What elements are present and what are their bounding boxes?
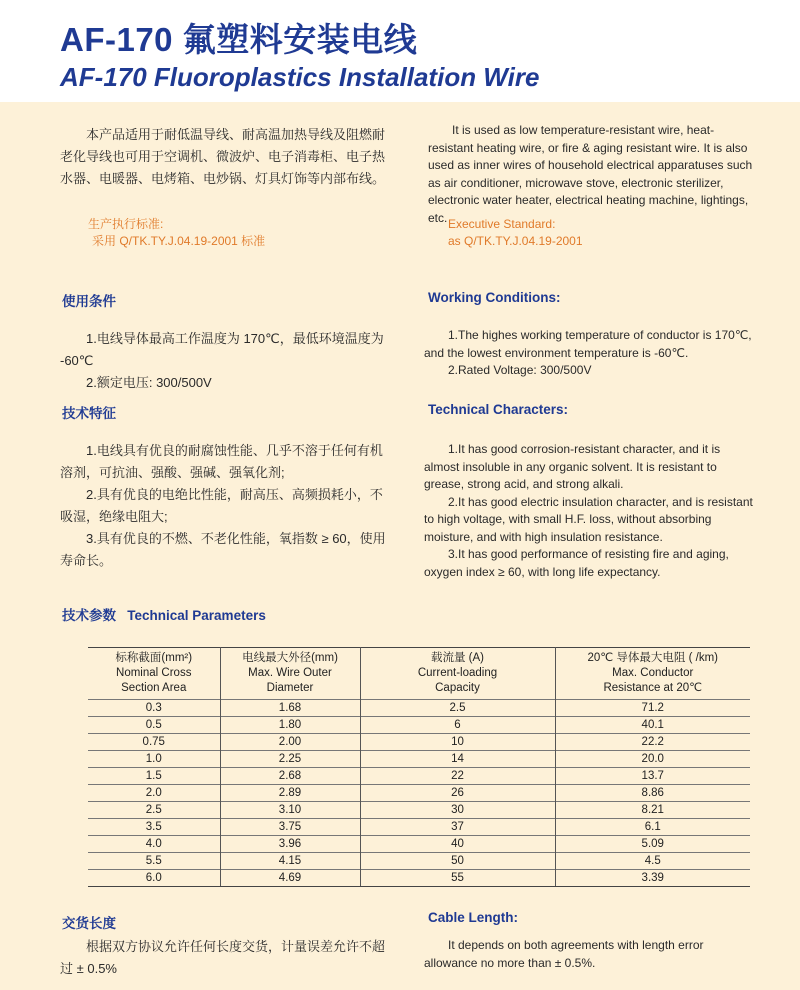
table-cell: 1.5 (88, 768, 220, 785)
table-cell: 22 (360, 768, 555, 785)
table-cell: 1.80 (220, 717, 360, 734)
table-cell: 10 (360, 734, 555, 751)
table-row (88, 853, 750, 870)
tech-cn-1: 1.电线具有优良的耐腐蚀性能、几乎不溶于任何有机溶剂，可抗油、强酸、强碱、强氧化剂; (60, 443, 383, 480)
column-header (555, 648, 750, 700)
table-cell: 22.2 (555, 734, 750, 751)
table-cell: 6 (360, 717, 555, 734)
table-row (88, 768, 750, 785)
table-cell: 50 (360, 853, 555, 870)
table-cell: 2.00 (220, 734, 360, 751)
column-header-line: Diameter (266, 682, 314, 694)
column-header-line: Resistance at 20℃ (603, 682, 703, 694)
column-header-line: 标称截面(mm²) (115, 652, 193, 664)
title-en: AF-170 Fluoroplastics Installation Wire (60, 62, 540, 92)
table-cell: 3.75 (220, 819, 360, 836)
table-cell: 4.0 (88, 836, 220, 853)
table-cell: 55 (360, 870, 555, 887)
column-header-line: 电线最大外径(mm) (242, 652, 338, 664)
table-cell: 1.0 (88, 751, 220, 768)
table-cell: 2.0 (88, 785, 220, 802)
table-cell: 3.39 (555, 870, 750, 887)
standard-cn-label: 生产执行标准: (88, 217, 164, 231)
condition-cn-1: 1.电线导体最高工作温度为 170℃，最低环境温度为 -60℃ (60, 331, 384, 368)
table-cell: 5.5 (88, 853, 220, 870)
column-header (88, 648, 220, 700)
tech-en-3: 3.It has good performance of resisting fire and aging, oxygen index ≥ 60, with long life expectancy. (424, 547, 729, 579)
conditions-heading-en: Working Conditions: (428, 290, 561, 305)
tech-en-2: 2.It has good electric insulation character, and is resistant to high voltage, with small H.F. loss, without absorbing moisture, and with high insulation resistance. (424, 494, 753, 544)
table-cell: 30 (360, 802, 555, 819)
table-cell: 37 (360, 819, 555, 836)
technical-heading-cn: 技术特征 (62, 406, 116, 421)
length-heading-cn: 交货长度 (62, 916, 116, 931)
table-cell: 3.5 (88, 819, 220, 836)
table-cell: 2.5 (88, 802, 220, 819)
condition-cn-2: 2.额定电压: 300/500V (86, 375, 212, 390)
tech-cn-3: 3.具有优良的不燃、不老化性能，氧指数 ≥ 60，使用寿命长。 (60, 531, 386, 568)
conditions-heading-cn: 使用条件 (62, 294, 116, 309)
table-cell: 6.0 (88, 870, 220, 887)
table-row (88, 819, 750, 836)
technical-heading-en: Technical Characters: (428, 402, 569, 417)
table-cell: 2.25 (220, 751, 360, 768)
table-cell: 4.5 (555, 853, 750, 870)
table-cell: 8.21 (555, 802, 750, 819)
condition-en-1: 1.The highes working temperature of conductor is 170℃, and the lowest environment temperature is -60℃. (424, 328, 752, 360)
column-header (360, 648, 555, 700)
table-cell: 0.75 (88, 734, 220, 751)
title-cn: AF-170 氟塑料安装电线 (60, 21, 418, 58)
length-heading-en: Cable Length: (428, 910, 518, 925)
table-cell: 0.3 (88, 700, 220, 717)
intro-cn: 本产品适用于耐低温导线、耐高温加热导线及阻燃耐老化导线也可用于空调机、微波炉、电子消毒柜、电子热水器、电暖器、电烤箱、电炒锅、灯具灯饰等内部布线。 (60, 127, 386, 186)
table-row (88, 836, 750, 853)
table-cell: 2.68 (220, 768, 360, 785)
column-header-line: Current-loading (417, 667, 498, 679)
params-heading-cn: 技术参数 (62, 608, 116, 623)
table-cell: 5.09 (555, 836, 750, 853)
tech-cn-2: 2.具有优良的电绝比性能，耐高压、高频损耗小，不吸湿，绝缘电阻大; (60, 487, 383, 524)
table-row (88, 717, 750, 734)
table-row (88, 734, 750, 751)
table-cell: 1.68 (220, 700, 360, 717)
column-header-line: 载流量 (A) (430, 652, 485, 664)
column-header-line: 20℃ 导体最大电阻 ( /km) (587, 652, 718, 664)
table-row (88, 870, 750, 887)
table-cell: 6.1 (555, 819, 750, 836)
tech-en-1: 1.It has good corrosion-resistant character, and it is almost insoluble in any organic solvent. It is resistant to grease, strong acid, and strong alkali. (424, 442, 721, 491)
table-cell: 3.96 (220, 836, 360, 853)
standard-en-value: as Q/TK.TY.J.04.19-2001 (448, 234, 583, 248)
column-header-line: Nominal Cross (116, 667, 192, 679)
parameters-table (88, 647, 750, 887)
table-cell: 26 (360, 785, 555, 802)
table-cell: 4.69 (220, 870, 360, 887)
table-cell: 13.7 (555, 768, 750, 785)
table-cell: 8.86 (555, 785, 750, 802)
column-header (220, 648, 360, 700)
column-header-line: Max. Wire Outer (248, 667, 332, 679)
column-header-line: Capacity (435, 682, 480, 694)
condition-en-2: 2.Rated Voltage: 300/500V (448, 363, 592, 377)
table-cell: 71.2 (555, 700, 750, 717)
table-cell: 14 (360, 751, 555, 768)
column-header-line: Max. Conductor (612, 667, 694, 679)
table-row (88, 785, 750, 802)
table-cell: 40 (360, 836, 555, 853)
table-cell: 2.5 (360, 700, 555, 717)
standard-en-label: Executive Standard: (448, 217, 556, 231)
table-header-row (88, 648, 750, 700)
table-body (88, 700, 750, 887)
table-cell: 40.1 (555, 717, 750, 734)
table-cell: 2.89 (220, 785, 360, 802)
length-en: It depends on both agreements with length error allowance no more than ± 0.5%. (424, 938, 704, 970)
table-row (88, 700, 750, 717)
params-heading-en: Technical Parameters (127, 608, 266, 623)
column-header-line: Section Area (121, 682, 187, 694)
params-heading (62, 604, 266, 624)
length-cn: 根据双方协议允许任何长度交货，计量误差允许不超过 ± 0.5% (60, 939, 386, 976)
table-row (88, 751, 750, 768)
table-cell: 20.0 (555, 751, 750, 768)
table-cell: 0.5 (88, 717, 220, 734)
table-cell: 4.15 (220, 853, 360, 870)
standard-cn-value: 采用 Q/TK.TY.J.04.19-2001 标准 (92, 234, 266, 248)
table-cell: 3.10 (220, 802, 360, 819)
intro-en: It is used as low temperature-resistant wire, heat-resistant heating wire, or fire & aging resistant wire. It is also used as inner wires of household electrical apparatuses such as air conditioner, microwave stove, electronic sterilizer, electronic water heater, electrical heating machine, lightings, etc. (428, 123, 753, 225)
table-row (88, 802, 750, 819)
